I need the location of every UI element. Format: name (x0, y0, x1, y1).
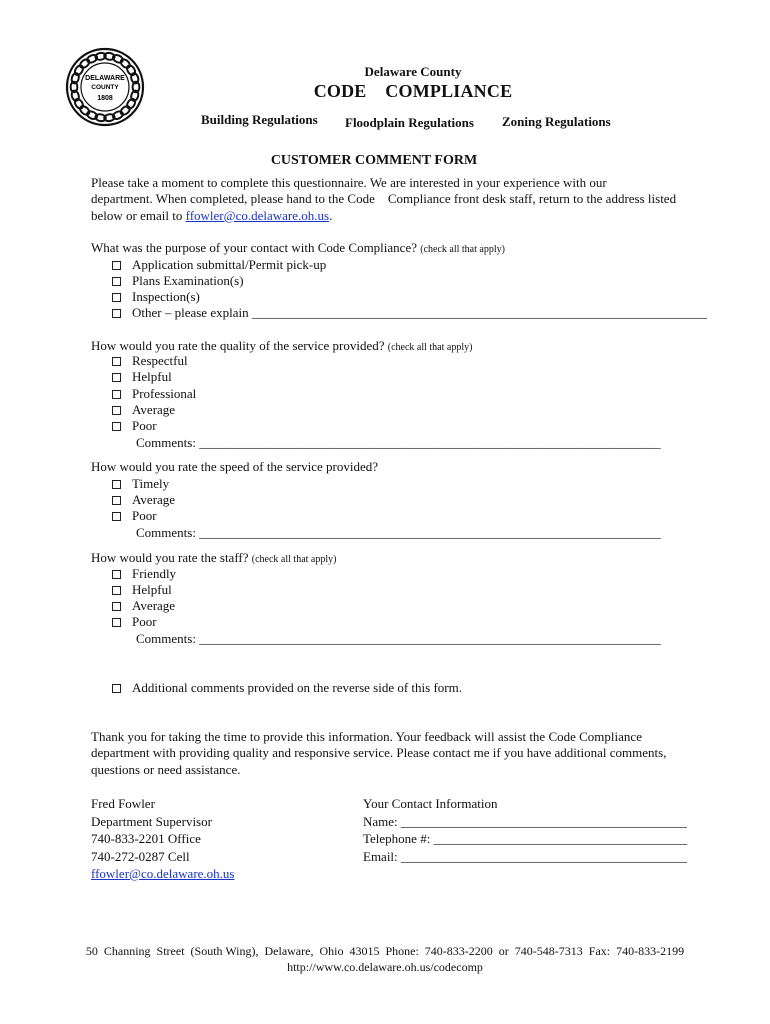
telephone-field[interactable]: Telephone #: _______________________________________ (363, 831, 688, 846)
department-title: CODE COMPLIANCE (313, 81, 513, 101)
option-label: Poor (132, 614, 157, 629)
thanks-line-3: questions or need assistance. (91, 761, 241, 777)
checkbox[interactable] (112, 422, 121, 431)
supervisor-office-phone: 740-833-2201 Office (91, 831, 201, 846)
option-inspection[interactable] (112, 289, 200, 305)
question-note: (check all that apply) (420, 244, 505, 255)
zoning-regulations-link[interactable]: Zoning Regulations (502, 114, 611, 129)
thanks-line-1: Thank you for taking the time to provide this information. Your feedback will assist the Code Compliance (91, 729, 642, 744)
option-label: Respectful (132, 353, 188, 368)
name-field[interactable]: Name: ____________________________________________ (363, 813, 687, 829)
checkbox[interactable] (112, 309, 121, 318)
option-helpful[interactable] (112, 369, 172, 385)
option-poor[interactable] (112, 614, 157, 630)
option-label: Application submittal/Permit pick-up (132, 257, 327, 272)
floodplain-regulations-link[interactable]: Floodplain Regulations (345, 115, 474, 130)
option-label: Additional comments provided on the reverse side of this form. (132, 680, 462, 695)
option-label: Professional (132, 386, 197, 401)
option-poor[interactable] (112, 418, 157, 434)
quality-comments-field[interactable]: Comments: _______________________________________________________________________ (136, 435, 661, 450)
option-average[interactable] (112, 492, 175, 508)
option-professional[interactable] (112, 386, 196, 402)
question-speed (91, 459, 378, 475)
question-purpose (91, 240, 505, 258)
form-title: CUSTOMER COMMENT FORM (270, 153, 478, 168)
option-label: Poor (132, 508, 157, 523)
option-friendly[interactable] (112, 566, 176, 582)
staff-comments-field[interactable]: Comments: _______________________________________________________________________ (136, 631, 661, 646)
intro-paragraph (91, 175, 731, 224)
question-text: How would you rate the staff? (91, 550, 249, 565)
option-timely[interactable] (112, 476, 169, 492)
intro-line-1: Please take a moment to complete this questionnaire. We are interested in your experience with our (91, 175, 607, 190)
option-average[interactable] (112, 402, 175, 418)
checkbox[interactable] (112, 618, 121, 627)
checkbox[interactable] (112, 293, 121, 302)
footer-url[interactable]: http://www.co.delaware.oh.us/codecomp (287, 960, 483, 974)
county-name: Delaware County (364, 64, 462, 79)
supervisor-name: Fred Fowler (91, 796, 155, 811)
question-text: What was the purpose of your contact with Code Compliance? (91, 240, 417, 255)
option-label: Helpful (132, 369, 172, 384)
option-other[interactable] (112, 305, 707, 321)
supervisor-contact (91, 795, 234, 883)
supervisor-title: Department Supervisor (91, 813, 212, 829)
building-regulations-link[interactable]: Building Regulations (201, 112, 318, 127)
intro-line-3 (91, 208, 731, 224)
checkbox[interactable] (112, 357, 121, 366)
your-contact-heading: Your Contact Information (363, 796, 498, 811)
option-label: Timely (132, 476, 170, 491)
option-helpful[interactable] (112, 582, 172, 598)
option-label: Average (132, 492, 176, 507)
option-label: Poor (132, 418, 157, 433)
your-contact-info (363, 795, 687, 865)
seal-line-1: DELAWARE (85, 75, 125, 82)
question-note: (check all that apply) (387, 342, 473, 353)
option-label: Friendly (132, 566, 177, 581)
intro-line-3-prefix: below or email to (91, 207, 186, 223)
supervisor-cell-phone: 740-272-0287 Cell (91, 848, 190, 864)
option-additional-comments[interactable] (112, 680, 462, 696)
intro-line-3-suffix: . (329, 207, 333, 223)
option-label: Average (132, 598, 176, 613)
option-poor[interactable] (112, 508, 157, 524)
checkbox[interactable] (112, 373, 121, 382)
checkbox[interactable] (112, 586, 121, 595)
option-plans-examination[interactable] (112, 273, 244, 289)
option-application-submittal[interactable] (112, 257, 326, 273)
checkbox[interactable] (112, 602, 121, 611)
checkbox[interactable] (112, 406, 121, 415)
checkbox[interactable] (112, 570, 121, 579)
thanks-paragraph (91, 729, 731, 778)
option-average[interactable] (112, 598, 175, 614)
checkbox[interactable] (112, 277, 121, 286)
supervisor-email-link[interactable]: ffowler@co.delaware.oh.us (91, 866, 235, 881)
intro-line-2: department. When completed, please hand to the Code Compliance front desk staff, return to the address listed (91, 191, 677, 207)
checkbox[interactable] (112, 496, 121, 505)
option-other-label: Other – please explain ______________________________________________________________________ (132, 305, 707, 320)
checkbox[interactable] (112, 390, 121, 399)
option-respectful[interactable] (112, 353, 188, 369)
thanks-line-2: department with providing quality and responsive service. Please contact me if you have additional comments, (91, 745, 667, 761)
checkbox[interactable] (112, 480, 121, 489)
seal-line-2: COUNTY (91, 84, 119, 91)
intro-email-link[interactable]: ffowler@co.delaware.oh.us (185, 207, 330, 223)
footer-address: 50 Channing Street (South Wing), Delaware, Ohio 43015 Phone: 740-833-2200 or 740-548-7313 Fax: 740-833-2199 (85, 944, 685, 958)
checkbox[interactable] (112, 512, 121, 521)
question-note: (check all that apply) (251, 554, 337, 565)
option-label: Average (132, 402, 176, 417)
checkbox[interactable] (112, 261, 121, 270)
email-field[interactable]: Email: ____________________________________________ (363, 848, 687, 864)
speed-comments-field[interactable]: Comments: _______________________________________________________________________ (136, 525, 661, 540)
checkbox[interactable] (112, 684, 121, 693)
question-text: How would you rate the speed of the service provided? (91, 459, 378, 474)
option-label: Plans Examination(s) (132, 273, 244, 288)
option-label: Inspection(s) (132, 289, 200, 304)
question-text: How would you rate the quality of the service provided? (91, 338, 385, 353)
seal-line-3: 1808 (97, 95, 113, 102)
option-label: Helpful (132, 582, 172, 597)
